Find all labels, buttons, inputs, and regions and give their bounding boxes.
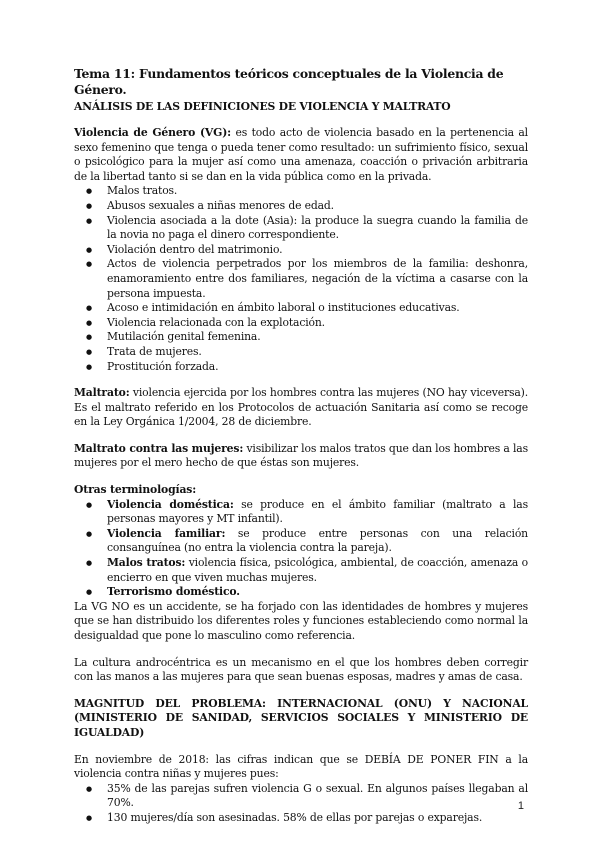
vg-definition — [74, 126, 528, 184]
list-item: ● Terrorismo doméstico. — [86, 585, 528, 600]
document-page — [74, 66, 528, 826]
list-item: ● Violencia relacionada con la explotación. — [86, 316, 528, 331]
list-item: ● Actos de violencia perpetrados por los miembros de la familia: deshonra, enamoramiento entre dos familiares, negación de la víctima a casarse con la persona impuesta. — [86, 257, 528, 301]
section-subtitle: ANÁLISIS DE LAS DEFINICIONES DE VIOLENCIA Y MALTRATO — [74, 100, 451, 113]
list-item: ● Malos tratos. — [86, 184, 528, 199]
vg-list — [74, 184, 528, 374]
vg-term: Violencia de Género (VG): — [74, 126, 231, 139]
cultura-paragraph: La cultura androcéntrica es un mecanismo en el que los hombres deben corregir con las manos a las mujeres para que sean buenas esposas, madres y amas de casa. — [74, 655, 528, 684]
list-item: ● Violación dentro del matrimonio. — [86, 243, 528, 258]
maltrato-mujeres-term: Maltrato contra las mujeres: — [74, 441, 244, 455]
page-number: 1 — [517, 800, 524, 812]
list-item: ● 35% de las parejas sufren violencia G o sexual. En algunos países llegaban al 70%. — [86, 782, 528, 811]
maltrato-text: violencia ejercida por los hombres contra las mujeres (NO hay viceversa). Es el maltrato referido en los Protocolos de actuación Sanitaria así como se recoge en la Ley Orgánica 1/2004, 28 de diciembre. — [74, 386, 528, 429]
page-title: Tema 11: Fundamentos teóricos conceptuales de la Violencia de Género. — [74, 66, 504, 97]
list-item: ● Violencia asociada a la dote (Asia): la produce la suegra cuando la familia de la novia no paga el dinero correspondiente. — [86, 214, 528, 243]
maltrato-mujeres-text: visibilizar los malos tratos que dan los hombres a las mujeres por el mero hecho de que éstas son mujeres. — [74, 441, 528, 470]
noviembre-paragraph: En noviembre de 2018: las cifras indican que se DEBÍA DE PONER FIN a la violencia contra niñas y mujeres pues: — [74, 752, 528, 781]
vg-no-accidente-paragraph: La VG NO es un accidente, se ha forjado con las identidades de hombres y mujeres que se han distribuido los diferentes roles y funciones estableciendo como normal la desigualdad que pone lo masculino como referencia. — [74, 599, 528, 642]
list-item: ● Violencia doméstica: se produce en el ámbito familiar (maltrato a las personas mayores y MT infantil). — [86, 498, 528, 527]
list-item: ● Prostitución forzada. — [86, 360, 528, 375]
list-item: ● Malos tratos: violencia física, psicológica, ambiental, de coacción, amenaza o encierro en que viven muchas mujeres. — [86, 556, 528, 585]
list-item: ● Trata de mujeres. — [86, 345, 528, 360]
maltrato-term: Maltrato: — [74, 386, 130, 400]
otras-heading: Otras terminologías: — [74, 483, 197, 497]
list-item: ● Violencia familiar: se produce entre personas con una relación consanguínea (no entra la violencia contra la pareja). — [86, 527, 528, 556]
list-item: ● Mutilación genital femenina. — [86, 330, 528, 345]
list-item: ● 130 mujeres/día son asesinadas. 58% de ellas por parejas o exparejas. — [86, 811, 528, 826]
maltrato-mujeres-definition — [74, 442, 528, 471]
list-item: ● Acoso e intimidación en ámbito laboral o instituciones educativas. — [86, 301, 528, 316]
otras-list — [74, 498, 528, 600]
cifras-list — [74, 782, 528, 826]
maltrato-definition — [74, 386, 528, 430]
vg-text: es todo acto de violencia basado en la pertenencia al sexo femenino que tenga o pueda tener como resultado: un sufrimiento físico, sexual o psicológico para la mujer así como una amenaza, coacción o privación arbitraria de la libertad tanto si se dan en la vida pública como en la privada. — [74, 126, 528, 183]
magnitud-heading: MAGNITUD DEL PROBLEMA: INTERNACIONAL (ONU) Y NACIONAL (MINISTERIO DE SANIDAD, SERVICIOS SOCIALES Y MINISTERIO DE IGUALDAD) — [74, 696, 528, 739]
list-item: ● Abusos sexuales a niñas menores de edad. — [86, 199, 528, 214]
